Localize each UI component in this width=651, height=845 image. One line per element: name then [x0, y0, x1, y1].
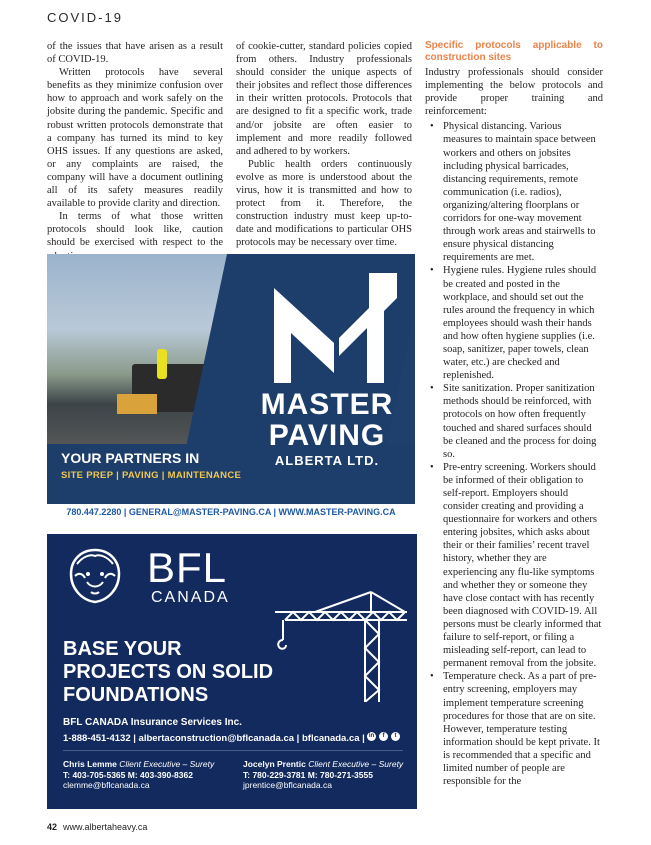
worker-figure: [157, 349, 167, 379]
social-icons: [367, 732, 400, 741]
contact-email[interactable]: clemme@bflcanada.ca: [63, 780, 150, 790]
bfl-logo-subtext: CANADA: [151, 589, 230, 606]
company-name: BFL CANADA Insurance Services Inc.: [63, 717, 242, 728]
paragraph: Industry professionals should consider implementing the below protocols and provide proper training and reinforcement:: [425, 67, 603, 118]
headline: BASE YOUR PROJECTS ON SOLID FOUNDATIONS: [63, 638, 274, 706]
tagline: YOUR PARTNERS IN: [61, 450, 200, 466]
article-column-1: [47, 40, 223, 263]
contact-line[interactable]: 1-888-451-4132 | albertaconstruction@bflcanada.ca | bflcanada.ca |: [63, 733, 365, 744]
page-footer: [47, 822, 147, 832]
contact-phones: T: 780-229-3781 M: 780-271-3555: [243, 769, 373, 780]
brand-name-line-2: PAVING: [268, 419, 386, 452]
divider: [63, 750, 403, 751]
paragraph: Public health orders continuously evolve as more is understood about the virus, how it is transmitted and how to protect from it. Therefore, the construction industry must keep up-to-date and modifications to particular OHS protocols may be necessary over time.: [236, 158, 412, 249]
list-item: • Physical distancing. Various measures to maintain space between workers and others on jobsites including physical barricades, distancing requirements, remote communication (i.e. radios), organizing/altering floorplans or corridors for one-way movement through work areas and stairwells to ensure physical distancing requirements are met.: [443, 120, 603, 264]
services-list: SITE PREP | PAVING | MAINTENANCE: [61, 470, 242, 481]
contact-email[interactable]: jprentice@bflcanada.ca: [243, 780, 332, 790]
paragraph: of cookie-cutter, standard policies copied from others. Industry professionals should consider the unique aspects of their jobsites and reflect those differences in their written protocols. Protocols that are designed to fit a specific work, trade and/or jobsite are often easier to implement and more readily followed and adhered to by workers.: [236, 41, 412, 157]
contact-card: [63, 759, 214, 791]
bfl-canada-ad[interactable]: [47, 534, 417, 809]
lion-logo-icon: [63, 546, 127, 606]
brand-name-line-3: ALBERTA LTD.: [274, 453, 380, 468]
contact-name: Jocelyn Prentic: [243, 759, 306, 769]
contact-role: Client Executive – Surety: [119, 759, 215, 769]
list-item: • Pre-entry screening. Workers should be informed of their obligation to self-report. Employers should consider creating and providing a questionnaire for workers and others entering jobsites, which asks about their or their families’ recent travel history, whether they are experiencing any flu-like symptoms and whether they or someone they have close contact with has recently been diagnosed with COVID-19. All persons must be clearly informed that failure to self-report, or filing a misleading self-report, can lead to permanent removal from the jobsite.: [443, 461, 603, 671]
list-item: • Hygiene rules. Hygiene rules should be created and posted in the workplace, and should set out the rules around the frequency in which employees should wash their hands and how often hygiene supplies (i.e. soap, sanitizer, paper towels, clean water, etc.) are checked and replenished.: [443, 264, 603, 382]
page-number: 42: [47, 822, 58, 832]
master-paving-contact[interactable]: 780.447.2280 | GENERAL@MASTER-PAVING.CA | WWW.MASTER-PAVING.CA: [66, 507, 396, 517]
linkedin-icon[interactable]: in: [368, 733, 375, 739]
master-paving-ad[interactable]: [47, 254, 415, 504]
article-column-3: [425, 40, 603, 788]
contact-name: Chris Lemme: [63, 759, 117, 769]
master-paving-logo-icon: [269, 268, 399, 388]
protocol-list: [425, 120, 603, 788]
paragraph: In terms of what those written protocols should look like, caution should be exercised with respect to the: [47, 211, 223, 249]
footer-url[interactable]: www.albertaheavy.ca: [63, 822, 148, 832]
subheading: Specific protocols applicable to construction sites: [425, 40, 603, 63]
article-column-2: [236, 40, 412, 250]
bfl-logo-text: BFL: [147, 544, 228, 591]
contact-phones: T: 403-705-5365 M: 403-390-8362: [63, 769, 193, 780]
contact-role: Client Executive – Surety: [308, 759, 404, 769]
list-item: • Site sanitization. Proper sanitization methods should be reinforced, with protocols on how often frequently touched and shared surfaces should be cleaned and the process for doing so.: [443, 382, 603, 461]
tower-crane-icon: [275, 590, 407, 702]
contact-card: [243, 759, 403, 791]
list-item: • Temperature check. As a part of pre-entry screening, employers may implement temperature screening procedures for those that are on site. However, temperature testing information should be kept private. It is recommended that a specific and limited number of people are responsible for the: [443, 670, 603, 788]
brand-name-line-1: MASTER: [260, 388, 394, 421]
facebook-icon[interactable]: f: [379, 732, 388, 741]
paver-hopper: [117, 394, 157, 414]
twitter-icon[interactable]: t: [391, 732, 400, 741]
paragraph: Written protocols have several benefits as they minimize confusion over how to approach and work safely on the jobsite during the pandemic. Specific and robust written protocols demonstrate that a company has turned its mind to key OHS issues. If any questions are asked, or any complaints are raised, the company will have a document outlining all of its safety measures readily available to provide clarity and direction.: [47, 67, 223, 210]
section-header: COVID-19: [47, 10, 123, 25]
paragraph: of the issues that have arisen as a result of COVID-19.: [47, 41, 223, 66]
